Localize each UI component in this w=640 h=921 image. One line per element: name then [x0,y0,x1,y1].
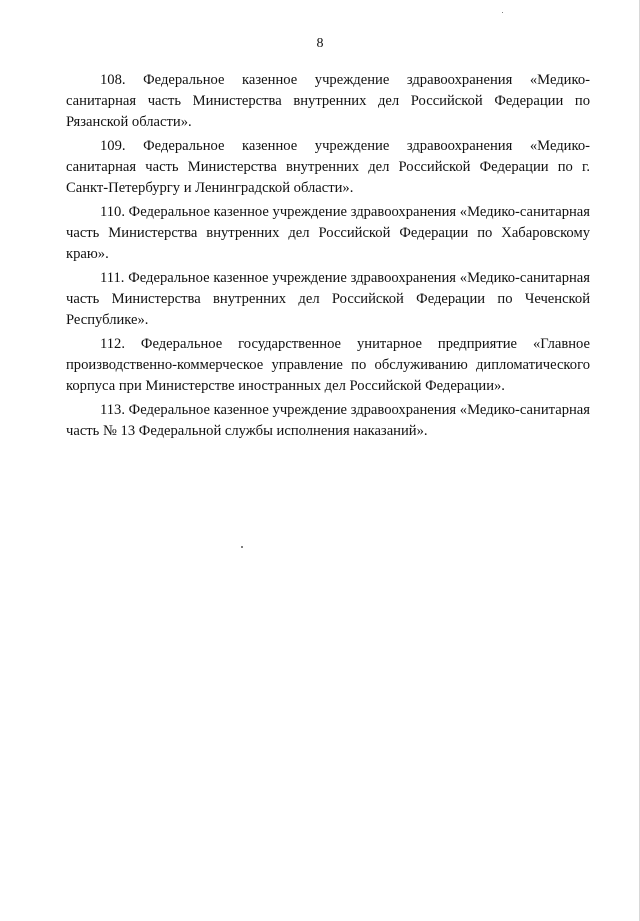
scan-speck [502,12,503,13]
document-body [66,70,590,445]
scan-speck [241,546,243,548]
list-item: 113. Федеральное казенное учреждение здравоохранения «Медико-санитарная часть № 13 Федеральной службы исполнения наказаний». [66,402,590,439]
list-item: 108. Федеральное казенное учреждение здравоохранения «Медико-санитарная часть Министерства внутренних дел Российской Федерации по Рязанской области». [66,72,590,130]
list-item: 112. Федеральное государственное унитарное предприятие «Главное производственно-коммерческое управление по обслуживанию дипломатического корпуса при Министерстве иностранных дел Российской Федерации». [66,336,590,394]
list-item: 111. Федеральное казенное учреждение здравоохранения «Медико-санитарная часть Министерства внутренних дел Российской Федерации по Чеченской Республике». [66,270,590,328]
page-number: 8 [316,36,324,51]
list-item: 109. Федеральное казенное учреждение здравоохранения «Медико-санитарная часть Министерства внутренних дел Российской Федерации по г. Санкт-Петербургу и Ленинградской области». [66,138,590,196]
list-item: 110. Федеральное казенное учреждение здравоохранения «Медико-санитарная часть Министерства внутренних дел Российской Федерации по Хабаровскому краю». [66,204,590,262]
